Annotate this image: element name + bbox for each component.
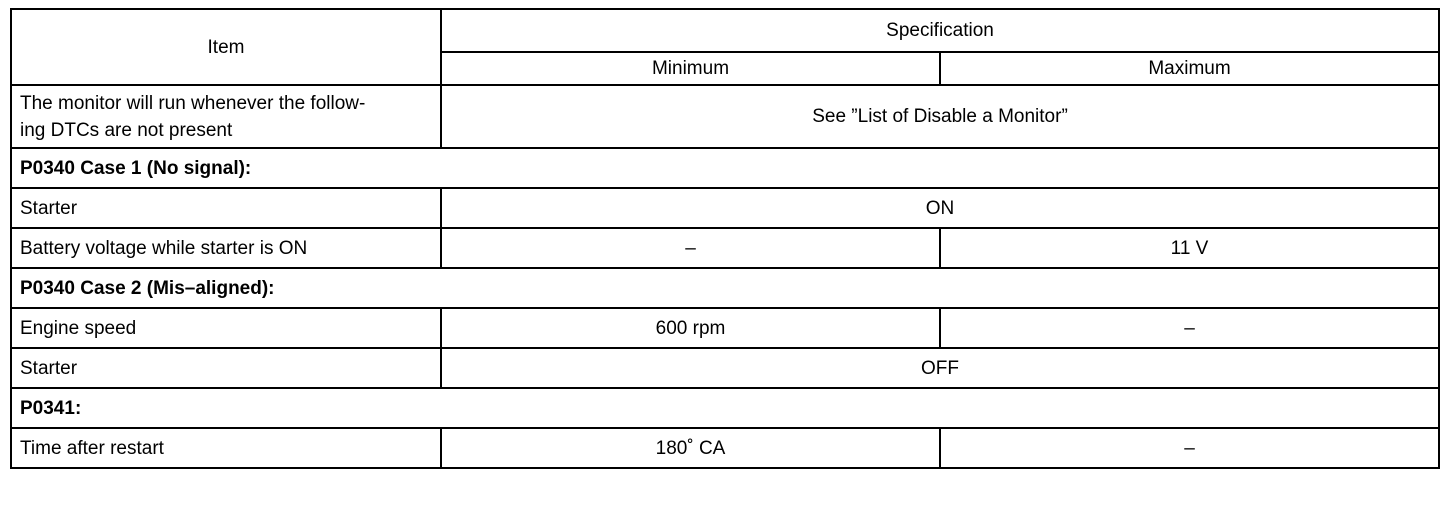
item-cell: Starter bbox=[11, 348, 441, 388]
max-cell: – bbox=[940, 428, 1439, 468]
min-cell: 180˚ CA bbox=[441, 428, 940, 468]
item-cell: Time after restart bbox=[11, 428, 441, 468]
spec-cell: ON bbox=[441, 188, 1439, 228]
section-heading: P0341: bbox=[11, 388, 1439, 428]
specification-header: Specification bbox=[441, 9, 1439, 52]
item-text-line2: ing DTCs are not present bbox=[20, 119, 233, 141]
spec-cell: OFF bbox=[441, 348, 1439, 388]
max-cell: 11 V bbox=[940, 228, 1439, 268]
minimum-header: Minimum bbox=[441, 52, 940, 85]
table-row bbox=[11, 348, 1439, 388]
max-cell: – bbox=[940, 308, 1439, 348]
section-row bbox=[11, 148, 1439, 188]
item-cell: Engine speed bbox=[11, 308, 441, 348]
table-row bbox=[11, 228, 1439, 268]
min-cell: 600 rpm bbox=[441, 308, 940, 348]
item-cell: Starter bbox=[11, 188, 441, 228]
table-row bbox=[11, 85, 1439, 148]
spec-cell: See ”List of Disable a Monitor” bbox=[441, 85, 1439, 148]
section-heading: P0340 Case 2 (Mis–aligned): bbox=[11, 268, 1439, 308]
item-cell: Battery voltage while starter is ON bbox=[11, 228, 441, 268]
item-text-line1: The monitor will run whenever the follow- bbox=[20, 92, 366, 114]
table-row bbox=[11, 188, 1439, 228]
specification-table bbox=[10, 8, 1440, 469]
section-row bbox=[11, 268, 1439, 308]
table-row bbox=[11, 308, 1439, 348]
item-cell bbox=[11, 85, 441, 148]
header-row bbox=[11, 9, 1439, 52]
item-header: Item bbox=[11, 9, 441, 85]
section-heading: P0340 Case 1 (No signal): bbox=[11, 148, 1439, 188]
section-row bbox=[11, 388, 1439, 428]
min-cell: – bbox=[441, 228, 940, 268]
maximum-header: Maximum bbox=[940, 52, 1439, 85]
table-row bbox=[11, 428, 1439, 468]
